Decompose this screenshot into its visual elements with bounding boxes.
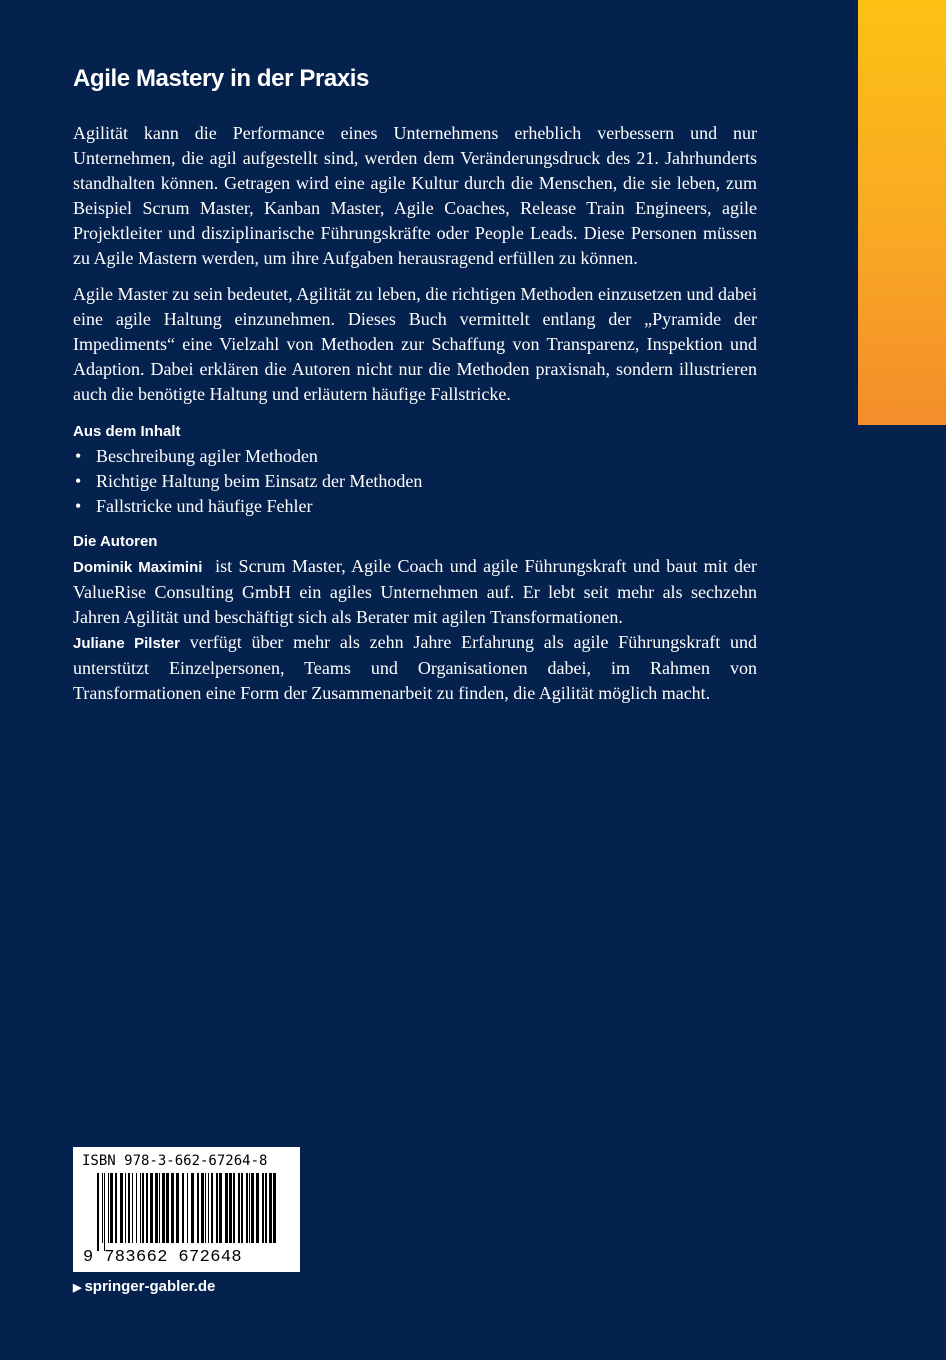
barcode-bar bbox=[140, 1173, 141, 1243]
barcode-bar bbox=[246, 1173, 248, 1243]
barcode-bar bbox=[256, 1173, 259, 1243]
barcode-bar bbox=[251, 1173, 254, 1243]
barcode-bar bbox=[197, 1173, 199, 1243]
arrow-right-icon: ▶ bbox=[73, 1282, 82, 1294]
contents-list bbox=[73, 444, 757, 519]
barcode-bar bbox=[142, 1173, 144, 1243]
list-item: • Richtige Haltung beim Einsatz der Methoden bbox=[73, 469, 757, 494]
author-1-bio: ist Scrum Master, Agile Coach und agile Führungskraft und baut mit der ValueRise Consulting GmbH ein agiles Unternehmen auf. Er lebt seit mehr als sechzehn Jahren Agilität und beschäftigt sich als Berater mit agilen Transformationen. bbox=[73, 556, 758, 627]
barcode-bar bbox=[150, 1173, 153, 1243]
barcode-bar bbox=[136, 1173, 137, 1243]
barcode-bar bbox=[238, 1173, 240, 1243]
publisher-url: springer-gabler.de bbox=[84, 1278, 216, 1295]
barcode-bar bbox=[120, 1173, 123, 1243]
barcode-bar bbox=[97, 1173, 99, 1251]
bullet-icon: • bbox=[75, 496, 82, 516]
barcode-bar bbox=[104, 1173, 105, 1251]
list-item: • Beschreibung agiler Methoden bbox=[73, 444, 757, 469]
barcode-bar bbox=[211, 1173, 213, 1243]
barcode-bar bbox=[110, 1173, 113, 1243]
author-2-name: Juliane Pilster bbox=[73, 635, 180, 652]
barcode-bar bbox=[229, 1173, 232, 1243]
isbn-barcode bbox=[73, 1147, 300, 1272]
barcode-bar bbox=[269, 1173, 272, 1243]
barcode-bar bbox=[108, 1173, 109, 1243]
barcode-bar bbox=[191, 1173, 194, 1243]
barcode-bar bbox=[205, 1173, 206, 1243]
author-1-name: Dominik Maximini bbox=[73, 559, 203, 576]
barcode-bar bbox=[219, 1173, 222, 1243]
isbn-label: ISBN 978-3-662-67264-8 bbox=[82, 1153, 268, 1169]
barcode-bar bbox=[171, 1173, 174, 1243]
barcode-bar bbox=[249, 1173, 250, 1243]
barcode-bar bbox=[273, 1173, 276, 1243]
barcode-bar bbox=[176, 1173, 179, 1243]
barcode-bar bbox=[182, 1173, 184, 1243]
barcode-bar bbox=[125, 1173, 126, 1243]
barcode-bar bbox=[187, 1173, 188, 1243]
author-2-bio-paragraph bbox=[73, 630, 757, 706]
orange-accent-bar bbox=[858, 0, 946, 425]
barcode-bar bbox=[155, 1173, 158, 1243]
barcode-bar bbox=[162, 1173, 165, 1243]
book-title: Agile Mastery in der Praxis bbox=[73, 65, 369, 92]
barcode-bar bbox=[128, 1173, 130, 1243]
barcode-bar bbox=[102, 1173, 103, 1243]
authors-heading: Die Autoren bbox=[73, 533, 158, 550]
bullet-icon: • bbox=[75, 471, 82, 491]
barcode-bar bbox=[241, 1173, 243, 1243]
barcode-bar bbox=[233, 1173, 235, 1243]
barcode-bar bbox=[166, 1173, 169, 1243]
author-2-bio: verfügt über mehr als zehn Jahre Erfahrung als agile Führungskraft und unterstützt Einzelpersonen, Teams und Organisationen dabei, im Rahmen von Transformationen eine Form der Zusammenarbeit zu finden, die Agilität möglich macht. bbox=[73, 632, 758, 703]
barcode-bar bbox=[208, 1173, 209, 1243]
intro-paragraph-2: Agile Master zu sein bedeutet, Agilität zu leben, die richtigen Methoden einzusetzen und dabei eine agile Haltung einzunehmen. Dieses Buch vermittelt entlang der „Pyramide der Impediments“ eine Vielzahl von Methoden zur Schaffung von Transparenz, Inspektion und Adaption. Dabei erklären die Autoren nicht nur die Methoden praxisnah, sondern illustrieren auch die benötigte Haltung und erläutern häufige Fallstricke. bbox=[73, 284, 757, 404]
barcode-bar bbox=[262, 1173, 264, 1243]
barcode-bar bbox=[146, 1173, 148, 1243]
barcode-bar bbox=[159, 1173, 160, 1243]
list-item: • Fallstricke und häufige Fehler bbox=[73, 494, 757, 519]
publisher-link[interactable] bbox=[73, 1277, 215, 1298]
intro-paragraph-1: Agilität kann die Performance eines Unternehmens erheblich verbessern und nur Unternehmen, die agil aufgestellt sind, werden dem Veränderungsdruck des 21. Jahrhunderts standhalten können. Getragen wird eine agile Kultur durch die Menschen, die sie leben, zum Beispiel Scrum Master, Kanban Master, Agile Coaches, Release Train Engineers, agile Projektleiter und disziplinarische Führungskräfte oder People Leads. Diese Personen müssen zu Agile Mastern werden, um ihre Aufgaben herausragend erfüllen zu können. bbox=[73, 123, 757, 268]
barcode-bar bbox=[265, 1173, 267, 1243]
barcode-bar bbox=[132, 1173, 133, 1243]
contents-heading: Aus dem Inhalt bbox=[73, 423, 181, 440]
back-cover-text bbox=[73, 62, 757, 706]
barcode-bar bbox=[216, 1173, 218, 1243]
barcode-digits: 9 783662 672648 bbox=[83, 1248, 243, 1267]
barcode-bar bbox=[115, 1173, 117, 1243]
barcode-bar bbox=[201, 1173, 204, 1243]
bullet-icon: • bbox=[75, 446, 82, 466]
author-1-bio-paragraph bbox=[73, 554, 757, 630]
barcode-bar bbox=[225, 1173, 228, 1243]
